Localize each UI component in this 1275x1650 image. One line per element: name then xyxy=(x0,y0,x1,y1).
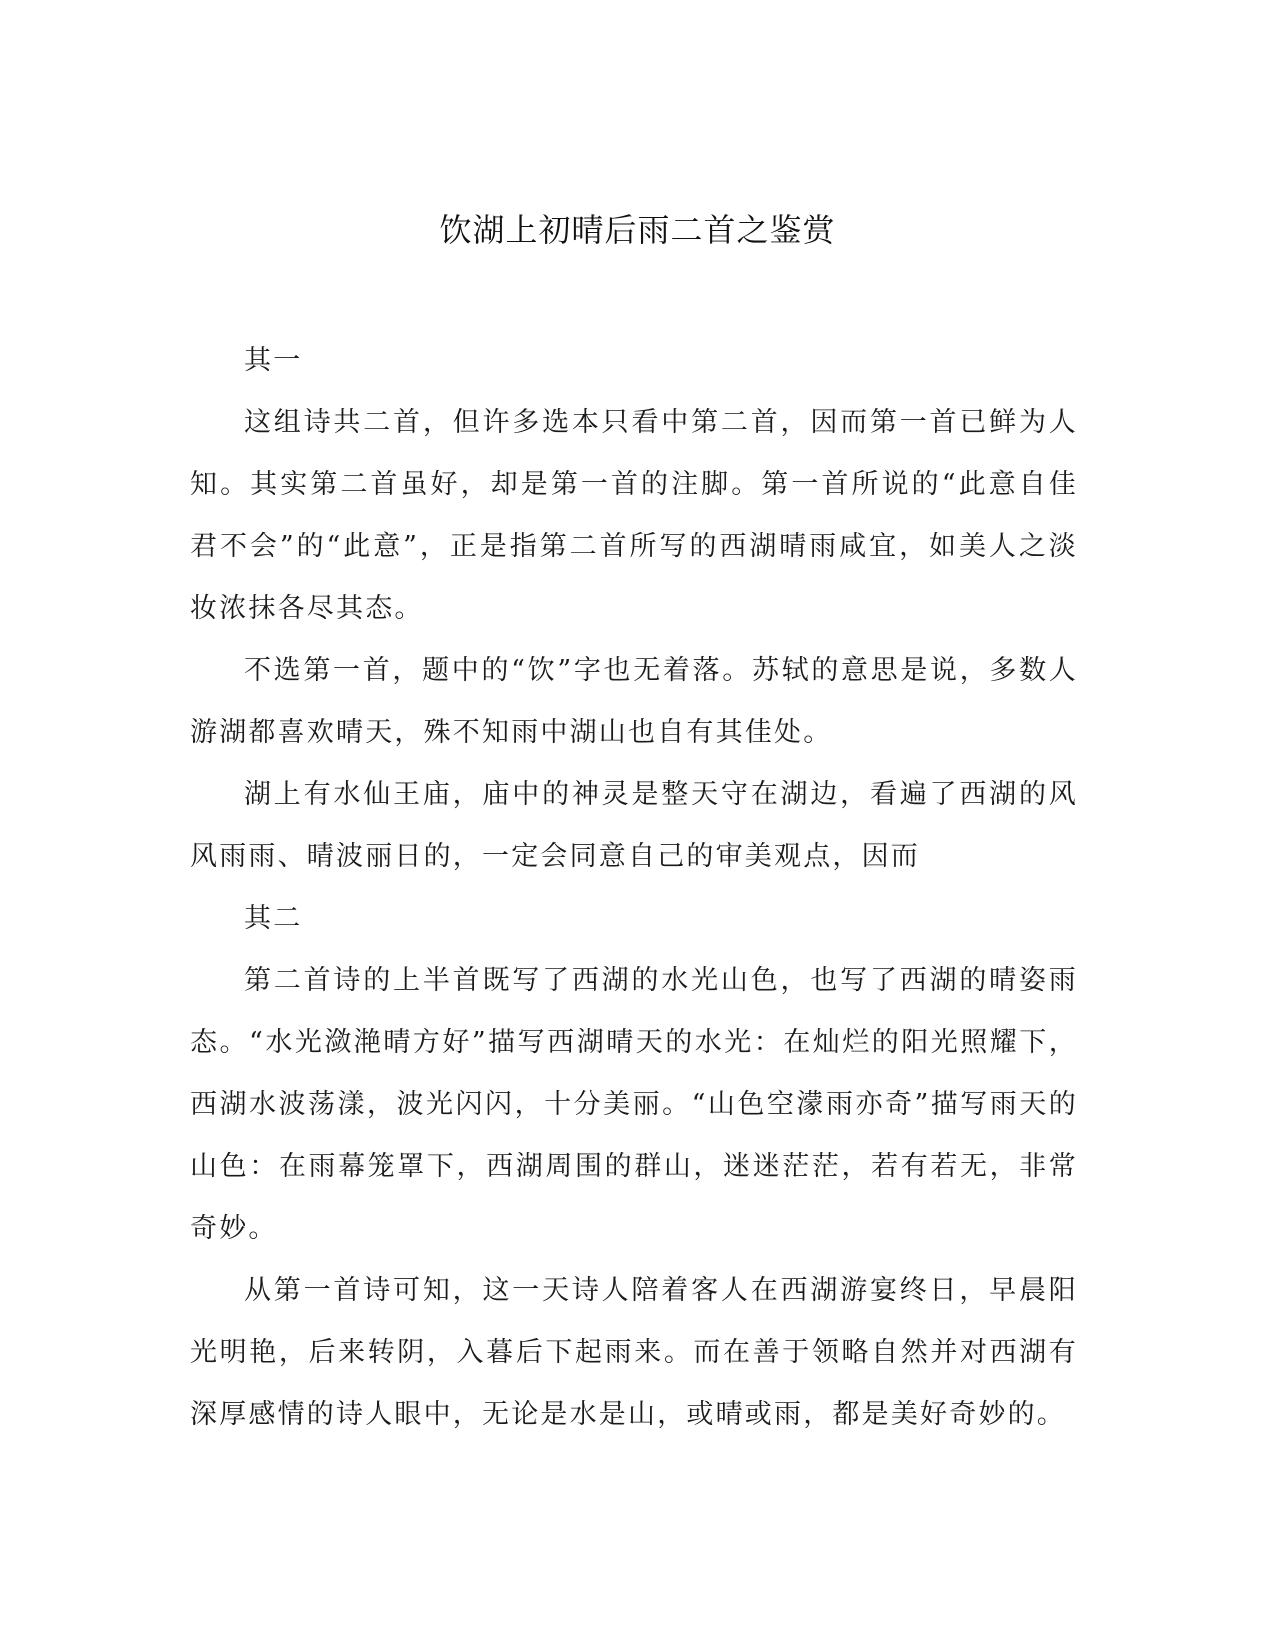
section-heading-2: 其二 xyxy=(244,903,303,934)
paragraph: 湖上有水仙王庙，庙中的神灵是整天守在湖边，看遍了西湖的风风雨雨、晴波丽日的，一定会同意自己的审美观点，因而 xyxy=(190,779,1078,872)
section-heading-1: 其一 xyxy=(244,345,303,376)
paragraph: 从第一首诗可知，这一天诗人陪着客人在西湖游宴终日，早晨阳光明艳，后来转阴，入暮后下起雨来。而在善于领略自然并对西湖有深厚感情的诗人眼中，无论是水是山，或晴或雨，都是美好奇妙的。 xyxy=(190,1275,1078,1430)
document-body xyxy=(190,330,1078,1446)
paragraph: 不选第一首，题中的“饮”字也无着落。苏轼的意思是说，多数人游湖都喜欢晴天，殊不知雨中湖山也自有其佳处。 xyxy=(190,655,1078,748)
document-title: 饮湖上初晴后雨二首之鉴赏 xyxy=(439,211,836,249)
paragraph: 第二首诗的上半首既写了西湖的水光山色，也写了西湖的晴姿雨态。“水光潋滟晴方好”描写西湖晴天的水光：在灿烂的阳光照耀下，西湖水波荡漾，波光闪闪，十分美丽。“山色空濛雨亦奇”描写雨天的山色：在雨幕笼罩下，西湖周围的群山，迷迷茫茫，若有若无，非常奇妙。 xyxy=(190,965,1078,1244)
paragraph: 这组诗共二首，但许多选本只看中第二首，因而第一首已鲜为人知。其实第二首虽好，却是第一首的注脚。第一首所说的“此意自佳君不会”的“此意”，正是指第二首所写的西湖晴雨咸宜，如美人之淡妆浓抹各尽其态。 xyxy=(190,407,1078,624)
